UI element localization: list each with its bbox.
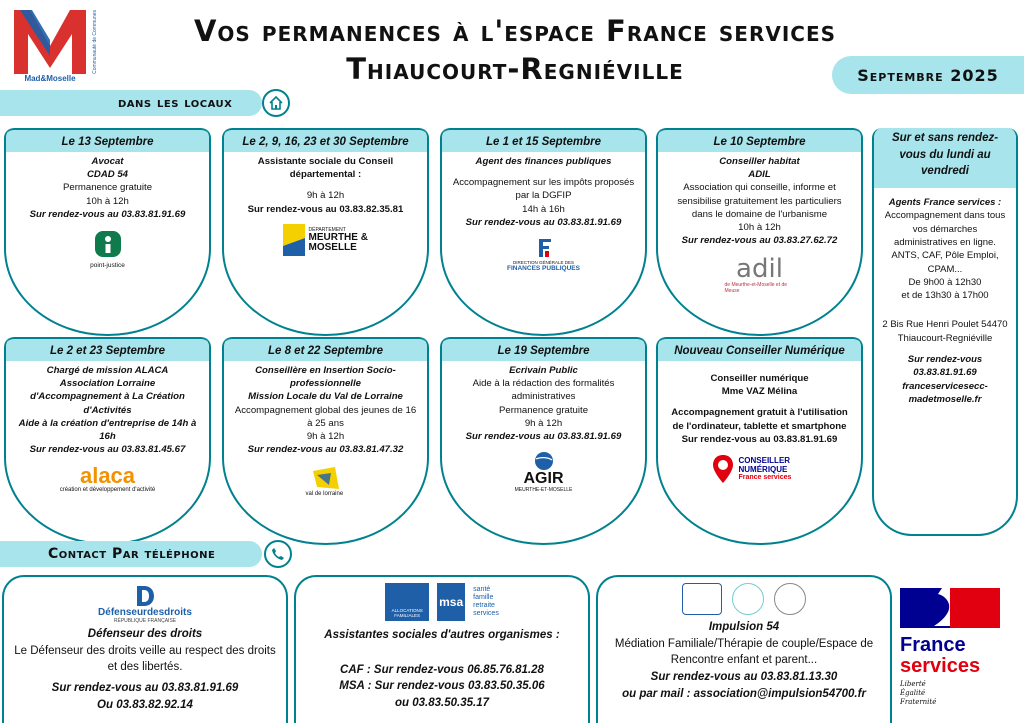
side-card-head: Sur et sans rendez-vous du lundi au vendredi <box>874 128 1016 188</box>
contact-card-defenseur <box>2 575 288 723</box>
card-date: Le 10 Septembre <box>658 128 861 152</box>
permanence-card <box>222 128 429 336</box>
section-locaux-label: dans les locaux <box>118 95 233 111</box>
card-date: Le 13 Septembre <box>6 128 209 152</box>
card-line: ADIL <box>748 169 771 181</box>
side-card-line: 2 Bis Rue Henri Poulet 54470 Thiaucourt-Regniéville <box>882 319 1008 344</box>
mad-moselle-logo-vertical: Communauté de Communes <box>92 10 98 74</box>
contact-mail: ou par mail : association@impulsion54700.fr <box>622 687 866 700</box>
side-card-line: ANTS, CAF, Pôle Emploi, CPAM... <box>891 250 999 275</box>
month-badge: Septembre 2025 <box>832 56 1024 94</box>
home-icon <box>262 89 290 117</box>
card-date: Le 2, 9, 16, 23 et 30 Septembre <box>224 128 427 152</box>
side-card-line: et de 13h30 à 17h00 <box>901 290 989 302</box>
card-line: Permanence gratuite <box>498 404 589 416</box>
location-pin-icon <box>711 454 735 484</box>
mission-locale-logo <box>224 465 427 497</box>
permanence-card <box>440 128 647 336</box>
card-line: Agent des finances publiques <box>475 156 612 167</box>
section-contact-label: Contact Par téléphone <box>48 546 216 562</box>
card-line: Sur rendez-vous au 03.83.81.45.67 <box>29 444 186 456</box>
impulsion-logos <box>598 583 890 615</box>
contact-title: Assistantes sociales d'autres organismes : <box>324 629 560 641</box>
defenseur-logo-small: RÉPUBLIQUE FRANÇAISE <box>113 618 177 624</box>
finances-publiques-logo <box>442 237 645 272</box>
card-date: Nouveau Conseiller Numérique <box>658 337 861 361</box>
permanence-card <box>656 128 863 336</box>
contact-phone-alt: Ou 03.83.82.92.14 <box>97 698 193 711</box>
card-line: Sur rendez-vous au 03.83.81.91.69 <box>29 208 186 220</box>
card-date: Le 1 et 15 Septembre <box>442 128 645 152</box>
side-card-line: De 9h00 à 12h30 <box>908 276 982 288</box>
card-line: Accompagnement gratuit à l'utilisation de l'ordinateur, tablette et smartphone <box>671 407 848 432</box>
partner-logo <box>732 583 764 615</box>
msa-words <box>473 586 499 618</box>
card-line: Conseiller habitat <box>719 156 800 167</box>
logo-text: AGIR <box>523 470 564 488</box>
card-line: 10h à 12h <box>738 222 781 234</box>
card-line: Permanence gratuite <box>62 182 153 194</box>
card-line: 9h à 12h <box>524 417 563 429</box>
motto-egalite: Égalité <box>900 688 926 697</box>
card-line: Sur rendez-vous au 03.83.27.62.72 <box>681 235 838 247</box>
republic-motto <box>900 680 1010 706</box>
conseiller-numerique-logo <box>658 454 861 484</box>
contact-title: Impulsion 54 <box>708 621 780 633</box>
contact-caf: CAF : Sur rendez-vous 06.85.76.81.28 <box>340 663 544 676</box>
defenseur-logo-text: Défenseurdesdroits <box>98 607 192 618</box>
card-line: Conseiller numérique <box>710 373 809 384</box>
card-line: Association Lorraine d'Accompagnement à La Création d'Activités <box>30 378 185 416</box>
motto-liberte: Liberté <box>900 680 926 688</box>
logo-small: DIRECTION GÉNÉRALE DES <box>512 260 574 266</box>
permanence-card <box>4 128 211 336</box>
point-justice-logo <box>6 229 209 269</box>
defenseur-droits-logo <box>4 585 286 624</box>
france-services-logo <box>900 588 1010 718</box>
france-services-line2: services <box>900 655 981 677</box>
logo-text: adil <box>736 253 783 284</box>
card-line: 9h à 12h <box>306 190 345 202</box>
card-date: Le 2 et 23 Septembre <box>6 337 209 361</box>
logo-text: MEURTHE & MOSELLE <box>308 231 368 253</box>
contact-phone: Sur rendez-vous au 03.83.81.13.30 <box>650 671 838 684</box>
caf-msa-logos <box>296 583 588 621</box>
contact-card-assistantes <box>294 575 590 723</box>
point-justice-icon <box>93 229 123 259</box>
adil-logo <box>658 253 861 294</box>
card-line: Ecrivain Public <box>509 365 578 376</box>
motto-fraternite: Fraternité <box>900 697 937 706</box>
meurthe-moselle-logo <box>224 224 427 256</box>
logo-small: de Meurthe-et-Moselle et de Meuse <box>724 281 788 294</box>
side-card-line: franceservicesecc-madetmoselle.fr <box>902 380 988 405</box>
contact-msa: MSA : Sur rendez-vous 03.83.50.35.06 ou 03.83.50.35.17 <box>339 680 545 710</box>
msa-word: retraite <box>473 602 495 609</box>
card-line: Accompagnement sur les impôts proposés par la DGFIP <box>452 177 635 202</box>
phone-icon <box>264 540 292 568</box>
card-line: 14h à 16h <box>522 203 565 215</box>
side-card-line: Sur rendez-vous <box>907 353 983 365</box>
permanence-card <box>4 337 211 545</box>
marianne-flag-icon <box>900 588 1000 628</box>
france-services-line1: France <box>900 634 966 656</box>
card-line: 9h à 12h <box>306 431 345 443</box>
permanence-card <box>656 337 863 545</box>
page-title-line1: Vos permanences à l'espace France services <box>193 14 837 48</box>
contact-desc: Médiation Familiale/Thérapie de couple/Espace de Rencontre enfant et parent... <box>614 637 874 667</box>
alaca-logo <box>6 462 209 493</box>
logo-text: val de lorraine <box>305 490 344 497</box>
logo-text: CONSEILLER NUMÉRIQUE <box>738 456 791 474</box>
impulsion-logo <box>682 583 722 615</box>
logo-text: point-justice <box>90 262 125 270</box>
page-title-line2: Thiaucourt-Regniéville <box>346 52 684 86</box>
meurthe-moselle-icon <box>283 224 305 256</box>
partner-logo <box>774 583 806 615</box>
contact-desc: Le Défenseur des droits veille au respect des droits et des libertés. <box>14 644 276 674</box>
mission-locale-icon <box>311 465 341 491</box>
card-line: Sur rendez-vous au 03.83.82.35.81 <box>247 203 404 215</box>
finances-publiques-icon <box>535 237 553 259</box>
msa-word: services <box>473 610 499 618</box>
mad-moselle-logo <box>10 6 98 90</box>
card-line: Sur rendez-vous au 03.83.81.91.69 <box>465 216 622 228</box>
contact-card-impulsion <box>596 575 892 723</box>
agir-logo <box>442 451 645 493</box>
card-line: Chargé de mission ALACA <box>46 365 169 376</box>
contact-title: Défenseur des droits <box>87 628 203 640</box>
side-card-line: Agents France services : <box>888 197 1002 209</box>
logo-text: alaca <box>79 462 136 488</box>
logo-small: DÉPARTEMENT <box>308 226 346 233</box>
card-line: Mme VAZ Mélina <box>721 386 798 398</box>
card-line: Sur rendez-vous au 03.83.81.47.32 <box>247 444 404 456</box>
permanence-card <box>440 337 647 545</box>
side-card-line: 03.83.81.91.69 <box>913 367 977 379</box>
card-line: Aide à la création d'entreprise de 14h à 16h <box>18 417 197 443</box>
logo-small: création et développement d'activité <box>59 486 156 493</box>
logo-small: MEURTHE-ET-MOSELLE <box>514 487 573 494</box>
card-line: Accompagnement global des jeunes de 16 à 25 ans <box>234 404 417 429</box>
permanence-card <box>222 337 429 545</box>
section-locaux <box>0 90 262 116</box>
card-line: Sur rendez-vous au 03.83.81.91.69 <box>681 433 838 445</box>
globe-icon <box>530 451 558 471</box>
mad-moselle-logo-text: Mad&Moselle <box>24 74 76 83</box>
card-line: 10h à 12h <box>86 195 129 207</box>
card-line: Aide à la rédaction des formalités administratives <box>472 378 615 403</box>
card-line: Avocat <box>91 156 124 167</box>
caf-logo: ALLOCATIONS FAMILIALES <box>385 583 429 621</box>
section-contact <box>0 541 262 567</box>
msa-logo: msa <box>437 583 465 621</box>
msa-word: famille <box>473 593 494 601</box>
card-line: Assistante sociale du Conseil départemental : <box>257 156 394 181</box>
card-line: Sur rendez-vous au 03.83.81.91.69 <box>465 431 622 443</box>
contact-phone: Sur rendez-vous au 03.83.81.91.69 <box>51 682 239 695</box>
france-services-info-card <box>872 128 1018 536</box>
side-card-line: Accompagnement dans tous vos démarches administratives en ligne. <box>884 210 1006 248</box>
card-line: Association qui conseille, informe et sensibilise gratuitement les particuliers dans le domaine de l'urbanisme <box>677 182 842 220</box>
card-line: Conseillère en Insertion Socio-professionnelle <box>255 365 396 390</box>
card-line: CDAD 54 <box>86 169 129 181</box>
card-date: Le 8 et 22 Septembre <box>224 337 427 361</box>
msa-word: santé <box>473 585 491 593</box>
logo-text: FINANCES PUBLIQUES <box>507 265 580 273</box>
card-line: Mission Locale du Val de Lorraine <box>248 391 403 403</box>
logo-small: France services <box>738 474 792 482</box>
card-date: Le 19 Septembre <box>442 337 645 361</box>
